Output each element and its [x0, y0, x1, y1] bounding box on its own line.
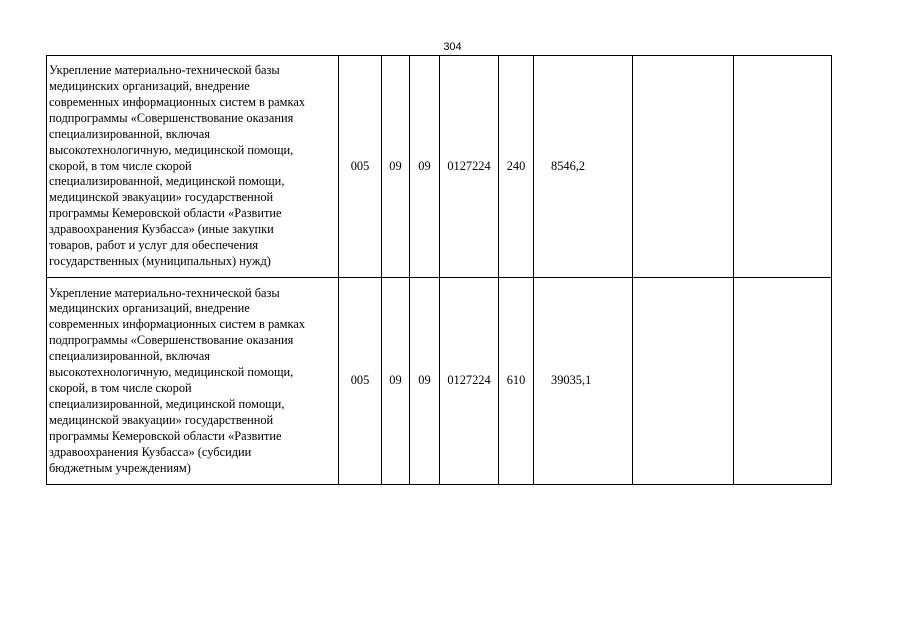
subsection-code-cell: 09: [410, 56, 440, 278]
description-line: Укрепление материально-технической базы: [49, 63, 280, 78]
empty-cell: [633, 56, 734, 278]
ministry-code-cell: 005: [339, 56, 382, 278]
description-line: подпрограммы «Совершенствование оказания: [49, 333, 294, 348]
description-line: бюджетным учреждениям): [49, 460, 191, 475]
amount-cell: 8546,2: [534, 56, 633, 278]
description-line: товаров, работ и услуг для обеспечения: [49, 238, 259, 253]
budget-table: [46, 55, 832, 485]
description-line: медицинской эвакуации» государственной: [49, 412, 274, 427]
description-line: медицинской эвакуации» государственной: [49, 190, 274, 205]
description-line: программы Кемеровской области «Развитие: [49, 428, 282, 443]
amount-cell: 39035,1: [534, 278, 633, 485]
description-line: современных информационных систем в рамках: [49, 94, 306, 109]
empty-cell: [734, 278, 832, 485]
description-line: высокотехнологичную, медицинской помощи,: [49, 142, 294, 157]
description-line: специализированной, медицинской помощи,: [49, 396, 285, 411]
description-line: медицинских организаций, внедрение: [49, 79, 250, 94]
description-line: скорой, в том числе скорой: [49, 381, 192, 395]
expense-type-cell: 610: [499, 278, 534, 485]
section-code-cell: 09: [382, 56, 410, 278]
description-line: программы Кемеровской области «Развитие: [49, 206, 282, 221]
target-article-cell: 0127224: [440, 56, 499, 278]
expense-type-cell: 240: [499, 56, 534, 278]
description-cell: [47, 278, 339, 485]
description-line: высокотехнологичную, медицинской помощи,: [49, 365, 294, 380]
description-line: специализированной, медицинской помощи,: [49, 174, 285, 189]
empty-cell: [633, 278, 734, 485]
target-article-cell: 0127224: [440, 278, 499, 485]
section-code-cell: 09: [382, 278, 410, 485]
page-number: 304: [443, 41, 462, 53]
subsection-code-cell: 09: [410, 278, 440, 485]
description-line: специализированной, включая: [49, 349, 210, 364]
description-line: Укрепление материально-технической базы: [49, 285, 280, 300]
table-row: [47, 278, 832, 485]
empty-cell: [734, 56, 832, 278]
description-line: медицинских организаций, внедрение: [49, 301, 250, 316]
table-row: [47, 56, 832, 278]
description-line: скорой, в том числе скорой: [49, 158, 192, 173]
description-line: здравоохранения Кузбасса» (иные закупки: [49, 222, 274, 237]
description-line: специализированной, включая: [49, 126, 210, 141]
description-cell: [47, 56, 339, 278]
ministry-code-cell: 005: [339, 278, 382, 485]
description-line: здравоохранения Кузбасса» (субсидии: [49, 444, 252, 459]
description-line: подпрограммы «Совершенствование оказания: [49, 110, 294, 125]
description-line: современных информационных систем в рамках: [49, 317, 306, 332]
description-line: государственных (муниципальных) нужд): [49, 253, 271, 268]
